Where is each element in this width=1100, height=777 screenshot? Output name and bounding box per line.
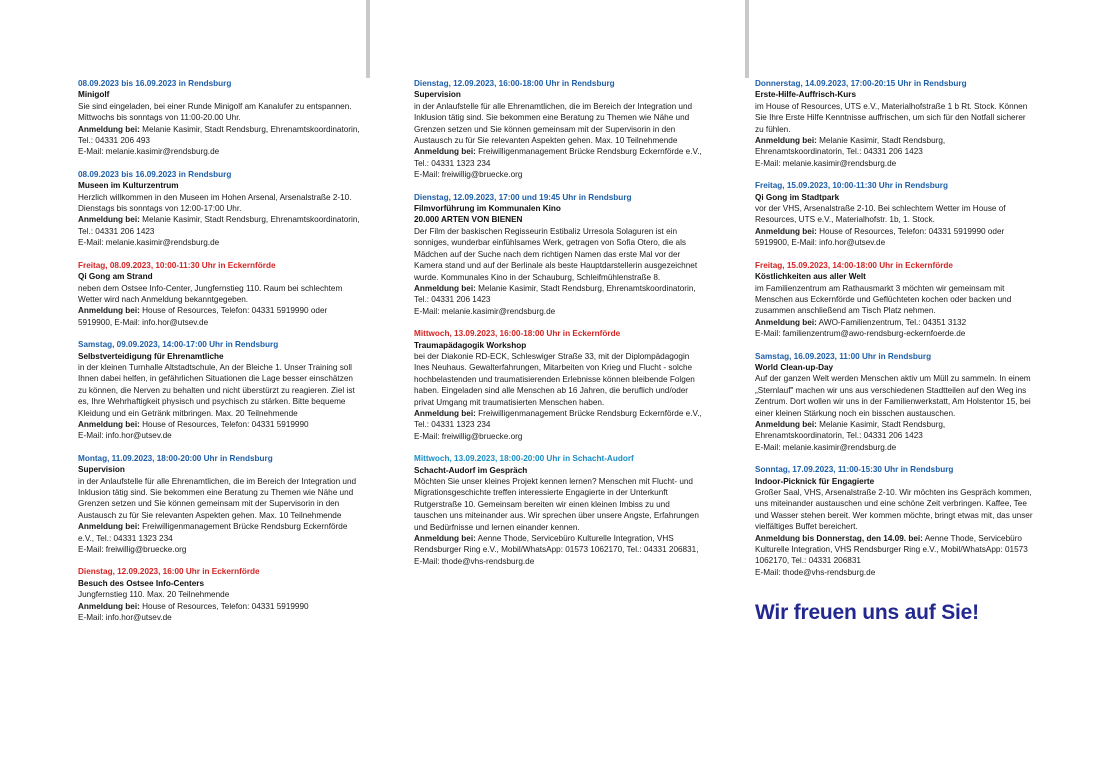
contact-label: Anmeldung bei: xyxy=(78,124,140,134)
event-description: neben dem Ostsee Info-Center, Jungfernstieg 110. Raum bei schlechtem Wetter wird nach Anmeldung bekanntgegeben. xyxy=(78,283,343,304)
contact-label: Anmeldung bei: xyxy=(414,283,476,293)
event-email[interactable]: E-Mail: freiwillig@bruecke.org xyxy=(78,545,187,555)
contact-details: Melanie Kasimir, Stadt Rendsburg, Ehrenamtskoordinatorin, Tel.: 04331 206 1423 xyxy=(414,283,696,305)
event-block xyxy=(414,453,704,567)
event-block xyxy=(78,260,360,328)
contact-label: Anmeldung bei: xyxy=(755,226,817,236)
event-title: Traumapädagogik Workshop xyxy=(414,340,527,350)
event-contact xyxy=(414,146,704,169)
event-email[interactable]: E-Mail: melanie.kasimir@rendsburg.de xyxy=(755,158,897,168)
contact-details: Melanie Kasimir, Stadt Rendsburg, Ehrenamtskoordinatorin, Tel.: 04331 206 1423 xyxy=(78,215,360,236)
event-contact xyxy=(414,283,704,306)
event-date: Mittwoch, 13.09.2023, 16:00-18:00 Uhr in Eckernförde xyxy=(414,329,621,339)
event-block xyxy=(755,260,1035,340)
event-description: in der kleinen Turnhalle Altstadtschule, An der Bleiche 1. Unser Training soll Ihnen dabei helfen, in gefährlichen Situationen die Lage besser einschätzen zu können, die Nerven zu behalten und nicht überstürzt zu reagieren. Ziel ist es, Ihre Wehrhaftigkeit physisch und psychisch zu stärken. Bitte bequeme Kleidung und ein Getränk mitbringen. Max. 20 Teilnehmende xyxy=(78,362,355,418)
event-title: Supervision xyxy=(78,465,125,475)
contact-details: AWO-Familienzentrum, Tel.: 04351 3132 xyxy=(816,317,967,327)
event-title: World Clean-up-Day xyxy=(755,362,834,372)
column-left xyxy=(78,78,360,634)
contact-label: Anmeldung bei: xyxy=(755,317,817,327)
event-email[interactable]: E-Mail: melanie.kasimir@rendsburg.de xyxy=(755,442,897,452)
event-email[interactable]: E-Mail: familienzentrum@awo-rendsburg-eckernfoerde.de xyxy=(755,329,966,339)
contact-details: House of Resources, Telefon: 04331 5919990 xyxy=(139,419,309,429)
contact-label: Anmeldung bei: xyxy=(755,419,817,429)
closing-slogan: Wir freuen uns auf Sie! xyxy=(755,601,979,625)
contact-label: Anmeldung bei: xyxy=(414,408,476,418)
event-email[interactable]: E-Mail: freiwillig@bruecke.org xyxy=(414,431,523,441)
event-title: Köstlichkeiten aus aller Welt xyxy=(755,272,866,282)
contact-details: Aenne Thode, Servicebüro Kulturelle Integration, VHS Rendsburger Ring e.V., Mobil/WhatsApp: 01573 1062170, Tel.: 04331 206831 xyxy=(755,533,1028,566)
event-contact xyxy=(755,317,1035,328)
event-title: Selbstverteidigung für Ehrenamtliche xyxy=(78,351,224,361)
event-description: im House of Resources, UTS e.V., Materialhofstraße 1 b Rt. Stock. Können Sie Ihre Erste Hilfe Kenntnisse auffrischen, um sich für den Notfall sicherer zu fühlen. xyxy=(755,101,1028,134)
event-description: Jungfernstieg 110. Max. 20 Teilnehmende xyxy=(78,590,230,600)
column-right xyxy=(755,78,1035,626)
event-date: Mittwoch, 13.09.2023, 18:00-20:00 Uhr in Schacht-Audorf xyxy=(414,454,634,464)
contact-label: Anmeldung bei: xyxy=(78,419,140,429)
contact-details: Freiwilligenmanagement Brücke Rendsburg Eckernförde e.V., Tel.: 04331 1323 234 xyxy=(414,147,702,168)
contact-label: Anmeldung bis Donnerstag, den 14.09. bei: xyxy=(755,533,923,543)
contact-label: Anmeldung bei: xyxy=(78,215,140,225)
contact-details: Aenne Thode, Servicebüro Kulturelle Integration, VHS Rendsburger Ring e.V., Mobil/WhatsApp: 01573 1062170, Tel.: 04331 206831, E-Mail: thode@vhs-rendsburg.de xyxy=(414,534,699,566)
event-title: Qi Gong im Stadtpark xyxy=(755,192,840,202)
page-fold-right xyxy=(745,0,749,78)
contact-details: House of Resources, Telefon: 04331 5919990 oder 5919900, E-Mail: info.hor@utsev.de xyxy=(78,306,328,327)
event-contact xyxy=(755,226,1035,249)
event-contact xyxy=(78,305,360,328)
event-contact xyxy=(78,521,360,544)
contact-details: Melanie Kasimir, Stadt Rendsburg, Ehrenamtskoordinatorin, Tel.: 04331 206 1423 xyxy=(755,136,946,157)
event-block xyxy=(755,351,1035,454)
event-date: Samstag, 09.09.2023, 14:00-17:00 Uhr in Rendsburg xyxy=(78,340,279,350)
contact-label: Anmeldung bei: xyxy=(78,306,140,316)
event-contact xyxy=(78,601,360,612)
event-description: Sie sind eingeladen, bei einer Runde Minigolf am Kanalufer zu entspannen. Mittwochs bis sonntags von 11:00-20.00 Uhr. xyxy=(78,101,352,123)
event-description: bei der Diakonie RD-ECK, Schleswiger Straße 33, mit der Diplompädagogin Ines Neuhaus. Gewalterfahrungen, Mitarbeiten von Krieg und Flucht - solche hochbelastenden und traumatisierenden Erlebnisse können bleibende Folgen haben. Eingeladen sind alle Menschen ab 16 Jahren, die beruflich und/oder privat Umgang mit traumatisierten Menschen haben. xyxy=(414,351,695,407)
event-description: Der Film der baskischen Regisseurin Estibaliz Urresola Solaguren ist ein sonniges, wunderbar einfühlsames Werk, getragen von Sofia Otero, die als Mädchen auf der Suche nach dem richtigen Namen das erste Mal vor der Kamera stand und auf der Berlinale als beste Hauptdarstellerin ausgezeichnet wurde. Kommunales Kino in der Schauburg, Schleifmühlenstraße 8. xyxy=(414,226,698,282)
contact-label: Anmeldung bei: xyxy=(414,147,476,157)
event-description: Auf der ganzen Welt werden Menschen aktiv um Müll zu sammeln. In einem „Sternlauf" machen wir uns aus verschiedenen Stadtteilen auf den Weg ins Zentrum. Dort wollen wir uns in der Familienwerkstatt, Am Holstentor 15, bei einer kleinen Stärkung noch ein bisschen austauschen. xyxy=(755,374,1031,418)
event-contact xyxy=(755,533,1035,567)
event-email[interactable]: E-Mail: melanie.kasimir@rendsburg.de xyxy=(414,306,556,316)
event-title: Qi Gong am Strand xyxy=(78,272,153,282)
event-date: 08.09.2023 bis 16.09.2023 in Rendsburg xyxy=(78,169,232,179)
event-block xyxy=(414,328,704,442)
event-block xyxy=(414,192,704,317)
contact-details: Freiwilligenmanagement Brücke Rendsburg Eckernförde e.V., Tel.: 04331 1323 234 xyxy=(78,522,348,543)
event-block xyxy=(755,78,1035,169)
event-block xyxy=(414,78,704,181)
event-date: 08.09.2023 bis 16.09.2023 in Rendsburg xyxy=(78,79,232,88)
contact-details: House of Resources, Telefon: 04331 5919990 oder 5919900, E-Mail: info.hor@utsev.de xyxy=(755,226,1005,248)
contact-details: Melanie Kasimir, Stadt Rendsburg, Ehrenamtskoordinatorin, Tel.: 04331 206 493 xyxy=(78,124,360,146)
event-contact xyxy=(414,408,704,431)
event-description: in der Anlaufstelle für alle Ehrenamtlichen, die im Bereich der Integration und Inklusion tätig sind. Sie bekommen eine Beratung zu Themen wie Nähe und Grenzen setzen und Sie können gemeinsam mit der Supervisorin in den Austausch zu für Sie relevanten Aspekten gehen. Max. 10 Teilnehmende xyxy=(78,476,357,520)
event-contact xyxy=(78,214,360,237)
event-description: vor der VHS, Arsenalstraße 2-10. Bei schlechtem Wetter im House of Resources, UTS e.V., Materialhofstr. 1b, 1. Stock. xyxy=(755,204,1006,225)
event-block xyxy=(78,566,360,623)
event-date: Donnerstag, 14.09.2023, 17:00-20:15 Uhr in Rendsburg xyxy=(755,79,967,88)
event-contact xyxy=(78,419,360,430)
event-date: Freitag, 08.09.2023, 10:00-11:30 Uhr in Eckernförde xyxy=(78,260,276,270)
event-date: Freitag, 15.09.2023, 10:00-11:30 Uhr in Rendsburg xyxy=(755,181,948,191)
event-block xyxy=(78,453,360,556)
event-block xyxy=(755,180,1035,248)
event-block xyxy=(78,169,360,249)
page-fold-left xyxy=(366,0,370,78)
contact-label: Anmeldung bei: xyxy=(78,522,140,532)
event-title: Minigolf xyxy=(78,90,110,100)
event-contact xyxy=(755,135,1035,158)
contact-details: House of Resources, Telefon: 04331 5919990 xyxy=(139,601,309,611)
contact-details: Melanie Kasimir, Stadt Rendsburg, Ehrenamtskoordinatorin, Tel.: 04331 206 1423 xyxy=(755,419,946,441)
contact-label: Anmeldung bei: xyxy=(78,601,140,611)
event-title: Indoor-Picknick für Engagierte xyxy=(755,476,875,486)
contact-details: Freiwilligenmanagement Brücke Rendsburg Eckernförde e.V., Tel.: 04331 1323 234 xyxy=(414,408,702,430)
event-title: Schacht-Audorf im Gespräch xyxy=(414,465,528,475)
event-title: Besuch des Ostsee Info-Centers xyxy=(78,578,205,588)
event-description: Möchten Sie unser kleines Projekt kennen lernen? Menschen mit Flucht- und Migrationsgeschichte treffen interessierte Engagierte in der Unterkunft Rutgerstraße 10. Gemeinsam bereiten wir einen kleinen Imbiss zu und tauschen uns miteinander aus. Wir sprechen über unsere Angste, Erfahrungen und Bedürfnisse und lernen einander kennen. xyxy=(414,477,699,532)
event-email[interactable]: E-Mail: melanie.kasimir@rendsburg.de xyxy=(78,147,220,157)
event-description: im Familienzentrum am Rathausmarkt 3 möchten wir gemeinsam mit Menschen aus Eckernförde und Geflüchteten kochen oder backen und zusammen anschließend am Tisch Platz nehmen. xyxy=(755,283,1012,316)
event-date: Montag, 11.09.2023, 18:00-20:00 Uhr in Rendsburg xyxy=(78,453,273,463)
event-date: Freitag, 15.09.2023, 14:00-18:00 Uhr in Eckernförde xyxy=(755,260,953,270)
event-block xyxy=(78,339,360,442)
event-block xyxy=(755,464,1035,578)
event-email[interactable]: E-Mail: melanie.kasimir@rendsburg.de xyxy=(78,238,220,248)
event-email[interactable]: E-Mail: info.hor@utsev.de xyxy=(78,431,172,441)
event-date: Dienstag, 12.09.2023, 16:00-18:00 Uhr in Rendsburg xyxy=(414,79,615,88)
event-email[interactable]: E-Mail: freiwillig@bruecke.org xyxy=(414,170,523,180)
event-title: Museen im Kulturzentrum xyxy=(78,181,179,191)
event-title: Supervision xyxy=(414,90,461,100)
event-date: Dienstag, 12.09.2023, 16:00 Uhr in Eckernförde xyxy=(78,567,260,577)
column-middle xyxy=(414,78,704,578)
event-block xyxy=(78,78,360,158)
event-description: Großer Saal, VHS, Arsenalstraße 2-10. Wir möchten ins Gespräch kommen, uns miteinander austauschen und eine schöne Zeit verbringen. Kaffee, Tee und Wasser stehen bereit. Wer kommen möchte, bringt etwas mit, das unser vielfältiges Buffet bereichert. xyxy=(755,488,1033,532)
contact-label: Anmeldung bei: xyxy=(414,534,476,544)
event-contact xyxy=(755,419,1035,442)
event-contact xyxy=(414,533,704,567)
event-email[interactable]: E-Mail: info.hor@utsev.de xyxy=(78,613,172,623)
event-description: Herzlich willkommen in den Museen im Hohen Arsenal, Arsenalstraße 2-10. Dienstags bis sonntags von 12:00-17:00 Uhr. xyxy=(78,192,352,214)
event-title: Filmvorführung im Kommunalen Kino 20.000 ARTEN VON BIENEN xyxy=(414,204,561,225)
event-contact xyxy=(78,124,360,147)
event-date: Dienstag, 12.09.2023, 17:00 und 19:45 Uhr in Rendsburg xyxy=(414,192,632,202)
contact-label: Anmeldung bei: xyxy=(755,136,817,146)
event-title: Erste-Hilfe-Auffrisch-Kurs xyxy=(755,90,856,100)
event-description: in der Anlaufstelle für alle Ehrenamtlichen, die im Bereich der Integration und Inklusion tätig sind. Sie bekommen eine Beratung zu Themen wie Nähe und Grenzen setzen und Sie können gemeinsam mit der Supervisorin in den Austausch zu für Sie relevanten Aspekten gehen. Max. 10 Teilnehmende xyxy=(414,101,693,146)
event-email[interactable]: E-Mail: thode@vhs-rendsburg.de xyxy=(755,567,876,577)
event-date: Samstag, 16.09.2023, 11:00 Uhr in Rendsburg xyxy=(755,351,932,361)
event-date: Sonntag, 17.09.2023, 11:00-15:30 Uhr in Rendsburg xyxy=(755,465,954,475)
